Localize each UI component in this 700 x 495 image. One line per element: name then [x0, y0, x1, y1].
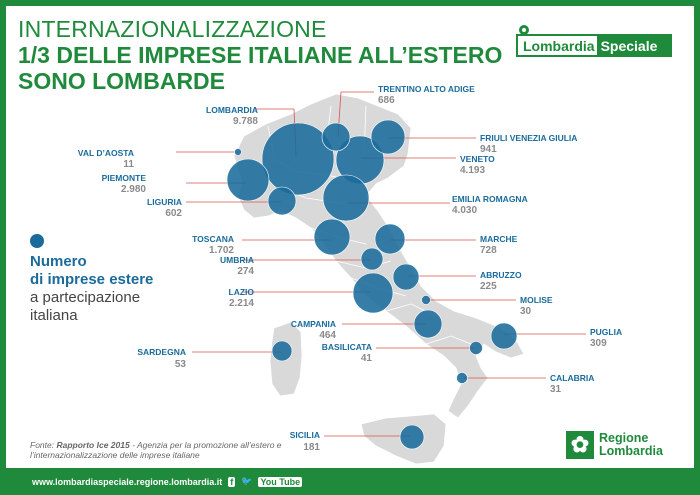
footer	[0, 468, 700, 495]
bubble-puglia	[491, 323, 517, 349]
label-veneto: VENETO	[460, 154, 495, 164]
value-veneto: 4.193	[460, 165, 486, 176]
value-piemonte: 2.980	[120, 184, 146, 195]
label-sicilia: SICILIA	[289, 430, 320, 440]
rl-line1: Regione	[599, 431, 649, 445]
label-lombardia: LOMBARDIA	[206, 105, 258, 115]
value-lombardia: 9.788	[232, 116, 258, 127]
headline-line3: SONO LOMBARDE	[18, 68, 225, 94]
label-campania: CAMPANIA	[290, 319, 336, 329]
headline-line2: 1/3 DELLE IMPRESE ITALIANE ALL’ESTERO	[18, 42, 503, 68]
rl-line2: Lombardia	[599, 444, 663, 458]
regione-lombardia-logo[interactable]	[566, 428, 676, 462]
bubble-calabria	[457, 373, 468, 384]
youtube-icon[interactable]: You Tube	[260, 476, 301, 487]
label-lazio: LAZIO	[228, 287, 254, 297]
bubble-piemonte	[227, 159, 269, 201]
value-basilicata: 41	[360, 353, 372, 364]
bubble-sardegna	[272, 341, 292, 361]
rose-camuna-icon: ✿	[566, 431, 594, 459]
label-toscana: TOSCANA	[192, 234, 234, 244]
footer-url[interactable]: www.lombardiaspeciale.regione.lombardia.it	[32, 476, 223, 487]
label-emilia-romagna: EMILIA ROMAGNA	[452, 194, 528, 204]
bubble-trentino-alto-adige	[322, 123, 350, 151]
infographic-card	[6, 6, 694, 468]
label-liguria: LIGURIA	[147, 197, 182, 207]
bubble-friuli-venezia-giulia	[371, 120, 405, 154]
label-trentino-alto-adige: TRENTINO ALTO ADIGE	[378, 84, 475, 94]
twitter-icon[interactable]: 🐦	[241, 476, 253, 486]
value-val-daosta: 11	[123, 159, 134, 170]
bubble-abruzzo	[393, 264, 419, 290]
bubble-toscana	[314, 219, 350, 255]
value-trentino-alto-adige: 686	[378, 95, 395, 106]
legend-title-2: di imprese estere	[30, 271, 154, 288]
bubble-emilia-romagna	[323, 175, 369, 221]
legend-bubble-icon	[30, 234, 44, 248]
label-friuli-venezia-giulia: FRIULI VENEZIA GIULIA	[480, 133, 578, 143]
bubble-sicilia	[400, 425, 424, 449]
label-sardegna: SARDEGNA	[137, 347, 186, 357]
label-marche: MARCHE	[480, 234, 518, 244]
value-toscana: 1.702	[208, 245, 234, 256]
label-abruzzo: ABRUZZO	[480, 270, 522, 280]
facebook-icon[interactable]: f	[230, 476, 234, 487]
label-puglia: PUGLIA	[590, 327, 623, 337]
bubble-campania	[414, 310, 442, 338]
value-puglia: 309	[590, 338, 607, 349]
legend-title-1: Numero	[30, 253, 87, 270]
value-friuli-venezia-giulia: 941	[480, 144, 497, 155]
value-umbria: 274	[237, 266, 254, 277]
legend	[30, 253, 190, 325]
label-piemonte: PIEMONTE	[101, 173, 146, 183]
bubble-lazio	[353, 273, 393, 313]
brand-part1: Lombardia	[523, 38, 595, 54]
label-molise: MOLISE	[520, 295, 553, 305]
label-calabria: CALABRIA	[550, 373, 595, 383]
bubble-liguria	[268, 187, 296, 215]
bubble-basilicata	[470, 342, 483, 355]
source-note	[30, 440, 290, 460]
legend-sub-2: italiana	[30, 307, 78, 324]
label-val-daosta: VAL D’AOSTA	[77, 148, 134, 158]
brand-part2: Speciale	[597, 36, 670, 55]
source-bold: Rapporto Ice 2015	[56, 440, 130, 450]
label-basilicata: BASILICATA	[321, 342, 372, 352]
value-abruzzo: 225	[480, 281, 497, 292]
value-campania: 464	[319, 330, 336, 341]
value-calabria: 31	[550, 384, 562, 395]
source-rest: - Agenzia per la promozione all’estero e l’internazionalizzazione delle imprese italiane	[30, 440, 282, 460]
value-sardegna: 53	[174, 359, 186, 370]
bubble-molise	[422, 296, 431, 305]
label-umbria: UMBRIA	[220, 255, 254, 265]
legend-sub-1: a partecipazione	[30, 289, 141, 306]
value-emilia-romagna: 4.030	[452, 205, 478, 216]
italy-map	[6, 6, 694, 468]
bubble-val-daosta	[235, 149, 242, 156]
source-prefix: Fonte:	[30, 440, 57, 450]
bubble-marche	[375, 224, 405, 254]
headline-topic: INTERNAZIONALIZZAZIONE	[18, 16, 327, 42]
value-liguria: 602	[165, 208, 182, 219]
value-marche: 728	[480, 245, 497, 256]
value-lazio: 2.214	[228, 298, 254, 309]
value-molise: 30	[520, 306, 532, 317]
value-sicilia: 181	[303, 442, 320, 453]
bubble-umbria	[361, 248, 383, 270]
